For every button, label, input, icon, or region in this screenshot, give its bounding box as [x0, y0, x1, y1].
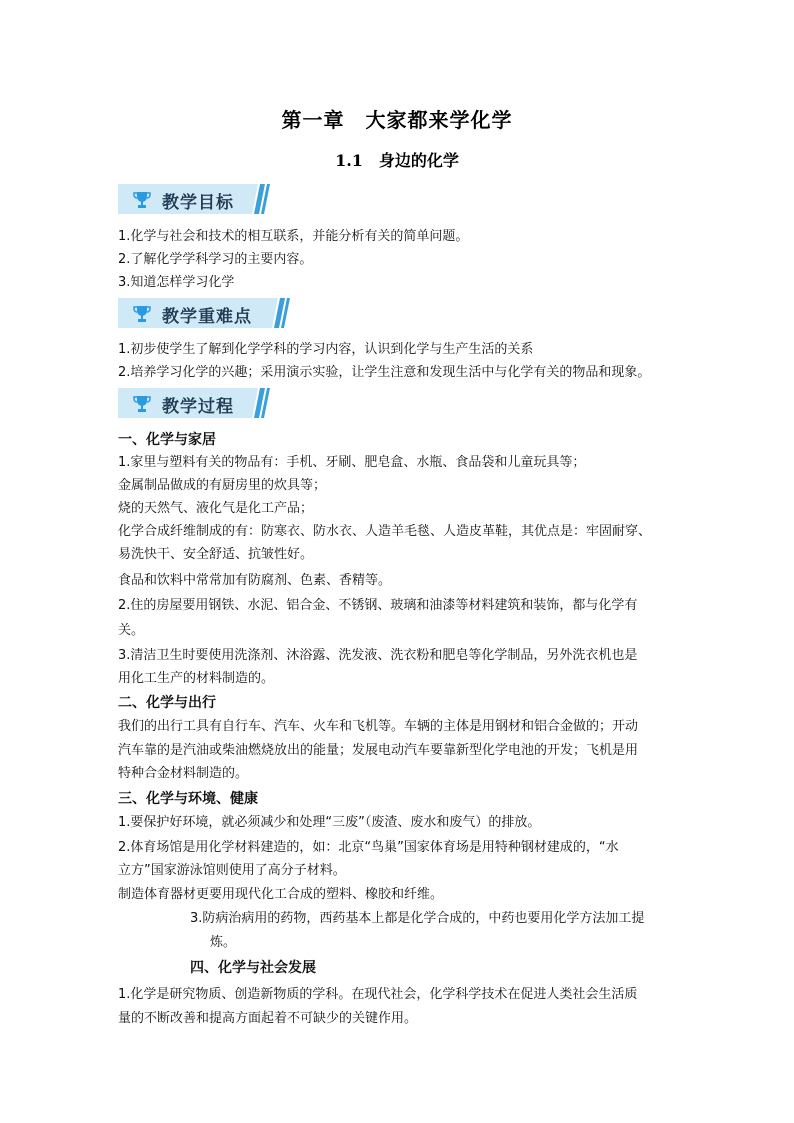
trophy-icon — [132, 190, 152, 210]
body-line: 特种合金材料制造的。 — [118, 766, 249, 781]
section-title: 1.1 身边的化学 — [335, 151, 459, 170]
section-heading: 三、化学与环境、健康 — [118, 791, 258, 807]
body-line: 食品和饮料中常常加有防腐剂、色素、香精等。 — [118, 573, 392, 588]
body-line: 金属制品做成的有厨房里的炊具等； — [118, 478, 327, 493]
banner-goals-label: 教学目标 — [162, 193, 234, 213]
chapter-title: 第一章 大家都来学化学 — [281, 108, 513, 132]
goal-item: 3.知道怎样学习化学 — [118, 275, 235, 290]
goal-item: 2.了解化学学科学习的主要内容。 — [118, 252, 313, 267]
body-line: 1.化学是研究物质、创造新物质的学科。在现代社会，化学科学技术在促进人类社会生活质 — [118, 987, 638, 1002]
body-line: 汽车靠的是汽油或柴油燃烧放出的能量；发展电动汽车要靠新型化学电池的开发；飞机是用 — [118, 743, 639, 758]
body-line: 炼。 — [210, 935, 237, 950]
body-line: 3.清洁卫生时要使用洗涤剂、沐浴露、洗发液、洗衣粉和肥皂等化学制品，另外洗衣机也是 — [118, 648, 638, 663]
body-line: 1.要保护好环境，就必须减少和处理“三废”（废渣、废水和废气）的排放。 — [118, 815, 541, 830]
banner-process — [118, 388, 270, 418]
body-line: 3.防病治病用的药物，西药基本上都是化学合成的，中药也要用化学方法加工提 — [190, 911, 645, 926]
section-heading: 四、化学与社会发展 — [190, 960, 316, 976]
banner-process-label: 教学过程 — [162, 397, 234, 417]
trophy-icon — [132, 304, 152, 324]
body-line: 立方”国家游泳馆则使用了高分子材料。 — [118, 863, 346, 878]
trophy-icon — [132, 394, 152, 414]
banner-goals — [118, 184, 270, 214]
goal-item: 1.化学与社会和技术的相互联系，并能分析有关的简单问题。 — [118, 229, 469, 244]
body-line: 2.体育场馆是用化学材料建造的，如：北京“鸟巢”国家体育场是用特种钢材建成的，“水 — [118, 840, 619, 855]
body-line: 化学合成纤维制成的有：防寒衣、防水衣、人造羊毛毯、人造皮革鞋，其优点是：牢固耐穿、 — [118, 524, 652, 539]
body-line: 烧的天然气、液化气是化工产品； — [118, 501, 314, 516]
keypoint-item: 1.初步使学生了解到化学学科的学习内容，认识到化学与生产生活的关系 — [118, 342, 534, 357]
body-line: 用化工生产的材料制造的。 — [118, 671, 275, 686]
body-line: 我们的出行工具有自行车、汽车、火车和飞机等。车辆的主体是用钢材和铝合金做的；开动 — [118, 719, 639, 734]
body-line: 关。 — [118, 623, 145, 638]
section-heading: 一、化学与家居 — [118, 432, 216, 448]
section-heading: 二、化学与出行 — [118, 695, 216, 711]
banner-keypoints — [118, 298, 290, 328]
body-line: 制造体育器材更要用现代化工合成的塑料、橡胶和纤维。 — [118, 887, 444, 902]
body-line: 1.家里与塑料有关的物品有：手机、牙刷、肥皂盒、水瓶、食品袋和儿童玩具等； — [118, 455, 586, 470]
body-line: 2.住的房屋要用钢铁、水泥、铝合金、不锈钢、玻璃和油漆等材料建筑和装饰，都与化学有 — [118, 598, 638, 613]
body-line: 量的不断改善和提高方面起着不可缺少的关键作用。 — [118, 1011, 418, 1026]
banner-keypoints-label: 教学重难点 — [162, 307, 252, 327]
body-line: 易洗快干、安全舒适、抗皱性好。 — [118, 547, 314, 562]
keypoint-item: 2.培养学习化学的兴趣；采用演示实验，让学生注意和发现生活中与化学有关的物品和现象。 — [118, 365, 651, 380]
